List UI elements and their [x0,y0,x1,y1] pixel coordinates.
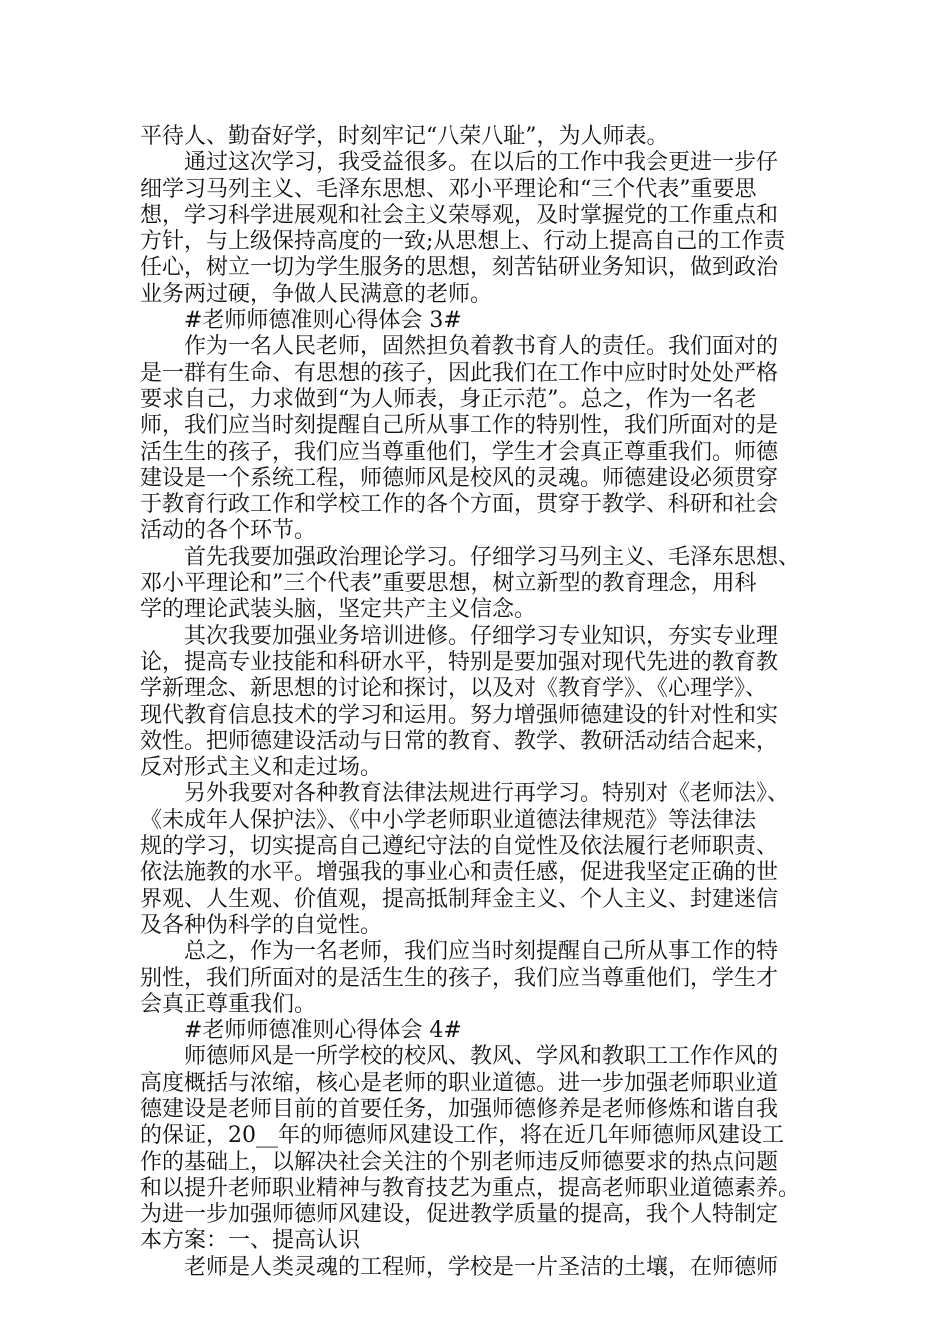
text-line: 高度概括与浓缩，核心是老师的职业道德。进一步加强老师职业道 [140,1070,779,1096]
document-page [140,124,820,1281]
text-line: 界观、人生观、价值观，提高抵制拜金主义、个人主义、封建迷信 [140,886,779,912]
text-line: 师德师风是一所学校的校风、教风、学风和教职工工作作风的 [184,1044,779,1070]
text-line: 本方案：一、提高认识 [140,1228,361,1254]
text-line: 为进一步加强师德师风建设，促进教学质量的提高，我个人特制定 [140,1202,779,1228]
text-line: 及各种伪科学的自觉性。 [140,912,383,938]
text-line: 邓小平理论和”三个代表”重要思想，树立新型的教育理念，用科 [140,571,757,597]
text-line: #老师师德准则心得体会 3# [184,308,462,334]
text-line: 别性，我们所面对的是活生生的孩子，我们应当尊重他们，学生才 [140,965,779,991]
text-line: 学的理论武装头脑，坚定共产主义信念。 [140,597,537,623]
text-line: 活生生的孩子，我们应当尊重他们，学生才会真正尊重我们。师德 [140,439,779,465]
text-line: 是一群有生命、有思想的孩子，因此我们在工作中应时时处处严格 [140,360,779,386]
text-line: 规的学习，切实提高自己遵纪守法的自觉性及依法履行老师职责、 [140,834,779,860]
text-line: 会真正尊重我们。 [140,991,317,1017]
text-line: 德建设是老师目前的首要任务，加强师德修养是老师修炼和谐自我 [140,1096,779,1122]
text-line: 其次我要加强业务培训进修。仔细学习专业知识，夯实专业理 [184,623,779,649]
text-line: 师，我们应当时刻提醒自己所从事工作的特别性，我们所面对的是 [140,413,779,439]
text-line: 任心，树立一切为学生服务的思想，刻苦钻研业务知识，做到政治 [140,255,779,281]
text-line: 的保证，20__年的师德师风建设工作，将在近几年师德师风建设工 [140,1123,784,1149]
text-line: 通过这次学习，我受益很多。在以后的工作中我会更进一步仔 [184,150,779,176]
text-line: 建设是一个系统工程，师德师风是校风的灵魂。师德建设必须贯穿 [140,465,779,491]
text-line: 业务两过硬，争做人民满意的老师。 [140,281,493,307]
text-line: 作为一名人民老师，固然担负着教书育人的责任。我们面对的 [184,334,779,360]
text-line: 作的基础上，以解决社会关注的个别老师违反师德要求的热点问题 [140,1149,779,1175]
text-line: 另外我要对各种教育法律法规进行再学习。特别对《老师法》、 [184,781,790,807]
text-line: 学新理念、新思想的讨论和探讨，以及对《教育学》、《心理学》、 [140,676,768,702]
text-line: 活动的各个环节。 [140,518,317,544]
text-line: 要求自己，力求做到“为人师表，身正示范”。总之，作为一名老 [140,386,757,412]
text-line: 现代教育信息技术的学习和运用。努力增强师德建设的针对性和实 [140,702,779,728]
text-line: 老师是人类灵魂的工程师，学校是一片圣洁的土壤，在师德师 [184,1254,779,1280]
text-line: 方针，与上级保持高度的一致;从思想上、行动上提高自己的工作责 [140,229,786,255]
text-line: 平待人、勤奋好学，时刻牢记“八荣八耻”，为人师表。 [140,124,669,149]
text-line: #老师师德准则心得体会 4# [184,1018,462,1044]
text-line: 于教育行政工作和学校工作的各个方面，贯穿于教学、科研和社会 [140,492,779,518]
text-line: 反对形式主义和走过场。 [140,755,383,781]
text-line: 和以提升老师职业精神与教育技艺为重点，提高老师职业道德素养。 [140,1175,801,1201]
text-line: 想，学习科学进展观和社会主义荣辱观，及时掌握党的工作重点和 [140,202,779,228]
text-line: 首先我要加强政治理论学习。仔细学习马列主义、毛泽东思想、 [184,544,801,570]
text-line: 细学习马列主义、毛泽东思想、邓小平理论和“三个代表”重要思 [140,176,757,202]
text-line: 依法施教的水平。增强我的事业心和责任感，促进我坚定正确的世 [140,860,779,886]
text-line: 效性。把师德建设活动与日常的教育、教学、教研活动结合起来， [140,728,779,754]
text-line: 《未成年人保护法》、《中小学老师职业道德法律规范》等法律法 [140,807,757,833]
text-line: 论，提高专业技能和科研水平，特别是要加强对现代先进的教育教 [140,649,779,675]
text-line: 总之，作为一名老师，我们应当时刻提醒自己所从事工作的特 [184,939,779,965]
